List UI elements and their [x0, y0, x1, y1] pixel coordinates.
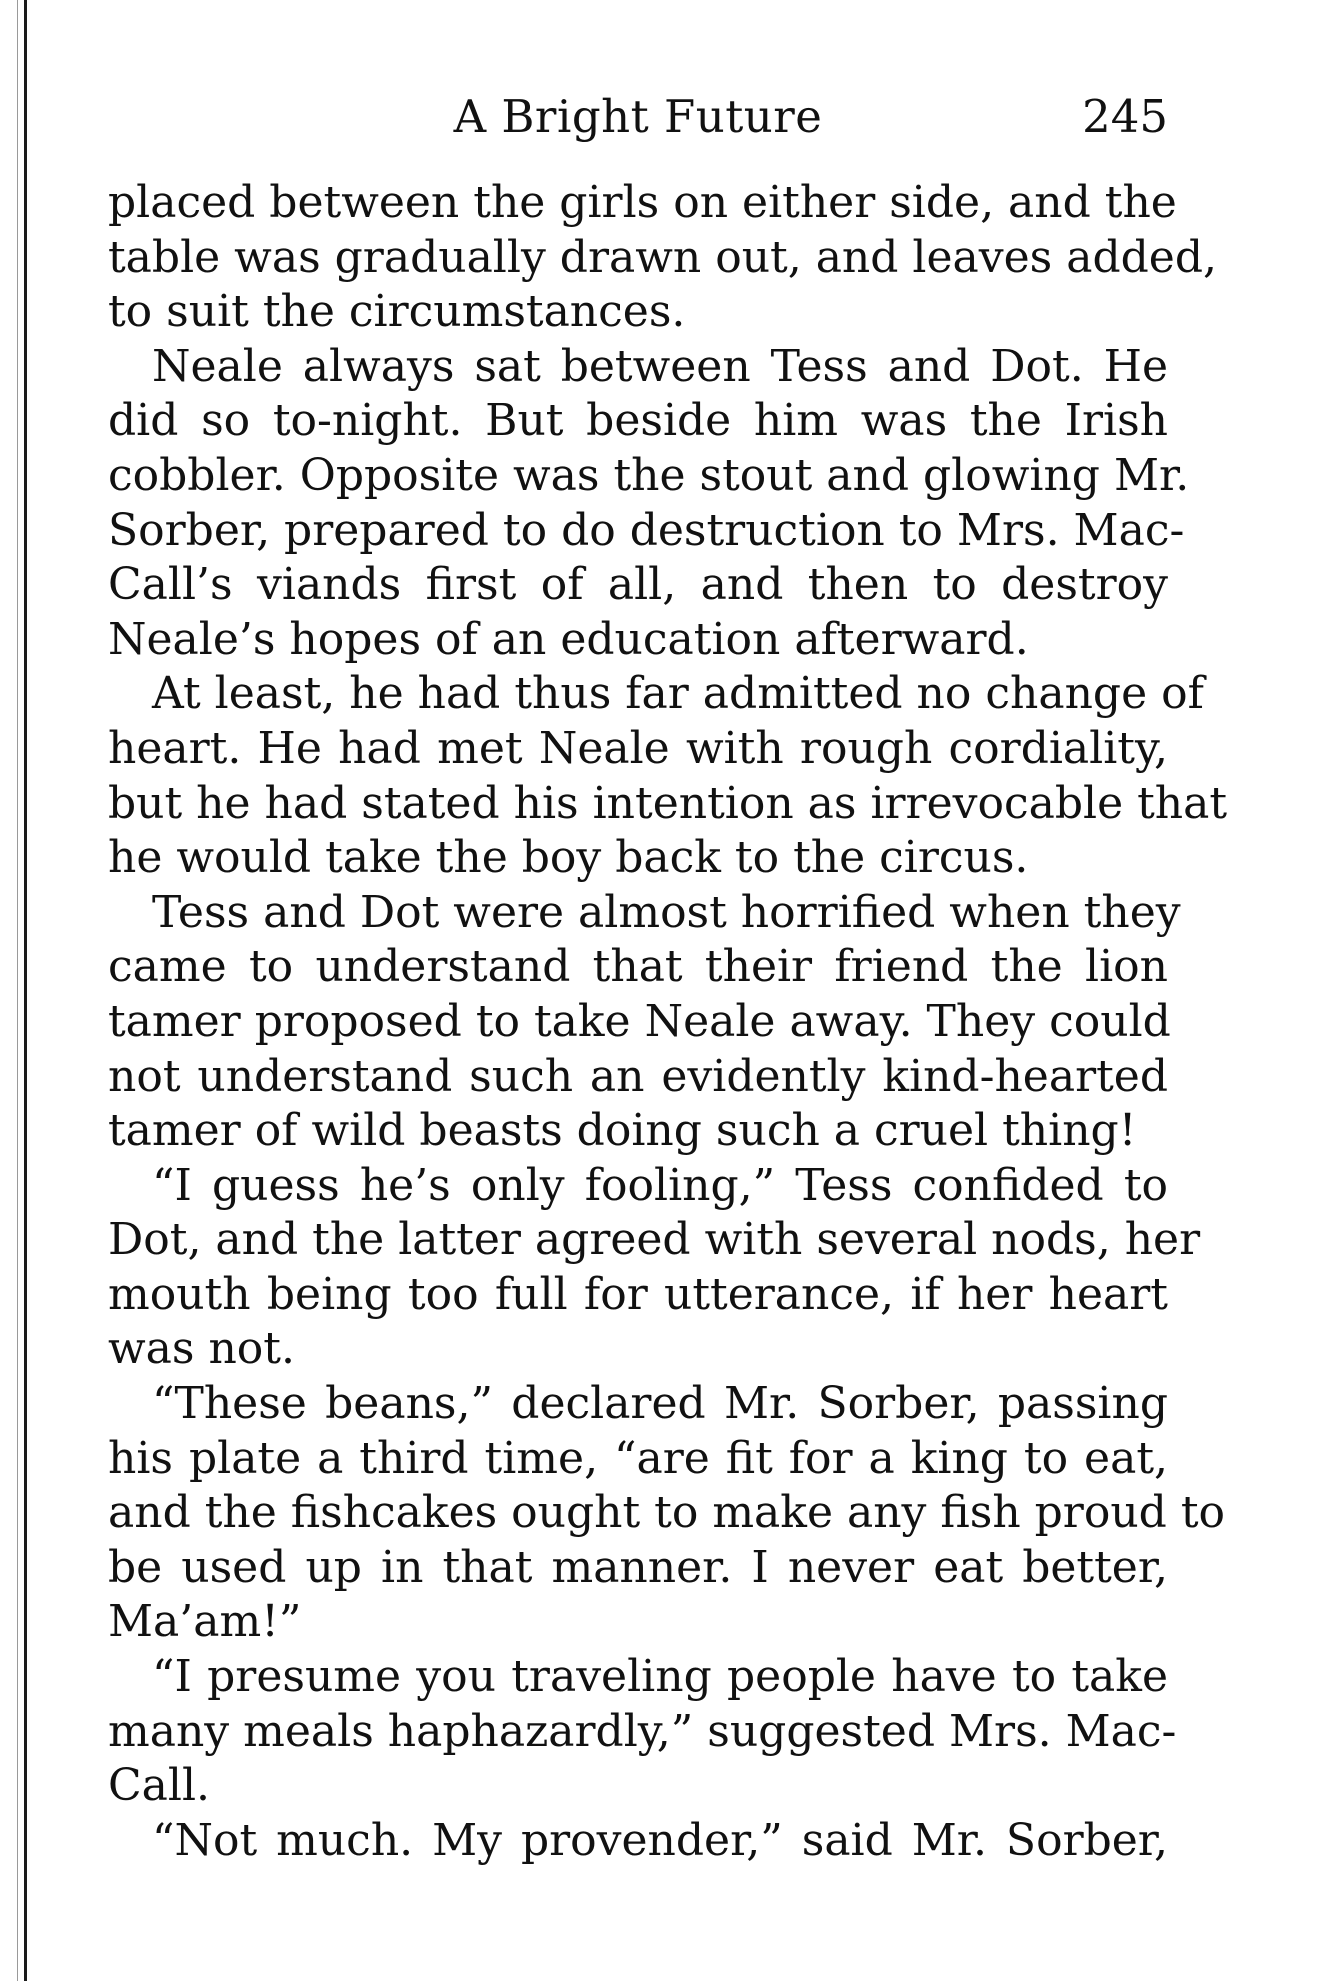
text-line: many meals haphazardly,” suggested Mrs. Mac-: [108, 1705, 1177, 1757]
text-line: Call’s viands first of all, and then to destroy: [108, 559, 1168, 611]
text-line: cobbler. Opposite was the stout and glowing Mr.: [108, 449, 1190, 501]
text-line: Call.: [108, 1760, 211, 1812]
running-title: A Bright Future: [453, 90, 823, 143]
text-line: Neale’s hopes of an education afterward.: [108, 613, 1029, 665]
text-line: to suit the circumstances.: [108, 286, 686, 338]
text-line: was not.: [108, 1323, 295, 1375]
page-header: [108, 82, 1168, 152]
text-line: be used up in that manner. I never eat better,: [108, 1541, 1168, 1593]
text-line: Sorber, prepared to do destruction to Mrs. Mac-: [108, 504, 1185, 556]
text-line: “Not much. My provender,” said Mr. Sorber,: [152, 1814, 1168, 1866]
text-line: came to understand that their friend the lion: [108, 941, 1168, 993]
body-text: [108, 176, 1228, 1868]
text-line: tamer proposed to take Neale away. They could: [108, 995, 1171, 1047]
text-line: mouth being too full for utterance, if her heart: [108, 1268, 1168, 1320]
text-line: he would take the boy back to the circus.: [108, 832, 1029, 884]
text-line: his plate a third time, “are fit for a king to eat,: [108, 1432, 1168, 1484]
text-line: Neale always sat between Tess and Dot. He: [152, 340, 1168, 392]
text-line: but he had stated his intention as irrevocable that: [108, 777, 1228, 829]
text-line: Dot, and the latter agreed with several nods, her: [108, 1214, 1201, 1266]
text-line: not understand such an evidently kind-hearted: [108, 1050, 1168, 1102]
text-line: heart. He had met Neale with rough cordiality,: [108, 722, 1168, 774]
text-line: tamer of wild beasts doing such a cruel thing!: [108, 1105, 1137, 1157]
page-number: 245: [1082, 90, 1168, 143]
text-line: At least, he had thus far admitted no change of: [152, 668, 1204, 720]
page-edge-shadow: [17, 0, 18, 1981]
page-binding-edge: [24, 0, 27, 1981]
text-line: “These beans,” declared Mr. Sorber, passing: [152, 1378, 1168, 1430]
text-line: did so to-night. But beside him was the Irish: [108, 395, 1168, 447]
text-line: Tess and Dot were almost horrified when they: [152, 886, 1181, 938]
text-line: “I guess he’s only fooling,” Tess confided to: [152, 1159, 1168, 1211]
text-line: “I presume you traveling people have to take: [152, 1651, 1168, 1703]
text-line: table was gradually drawn out, and leaves added,: [108, 231, 1217, 283]
text-line: placed between the girls on either side, and the: [108, 177, 1177, 228]
text-line: and the fishcakes ought to make any fish proud to: [108, 1487, 1225, 1539]
text-line: Ma’am!”: [108, 1596, 302, 1648]
